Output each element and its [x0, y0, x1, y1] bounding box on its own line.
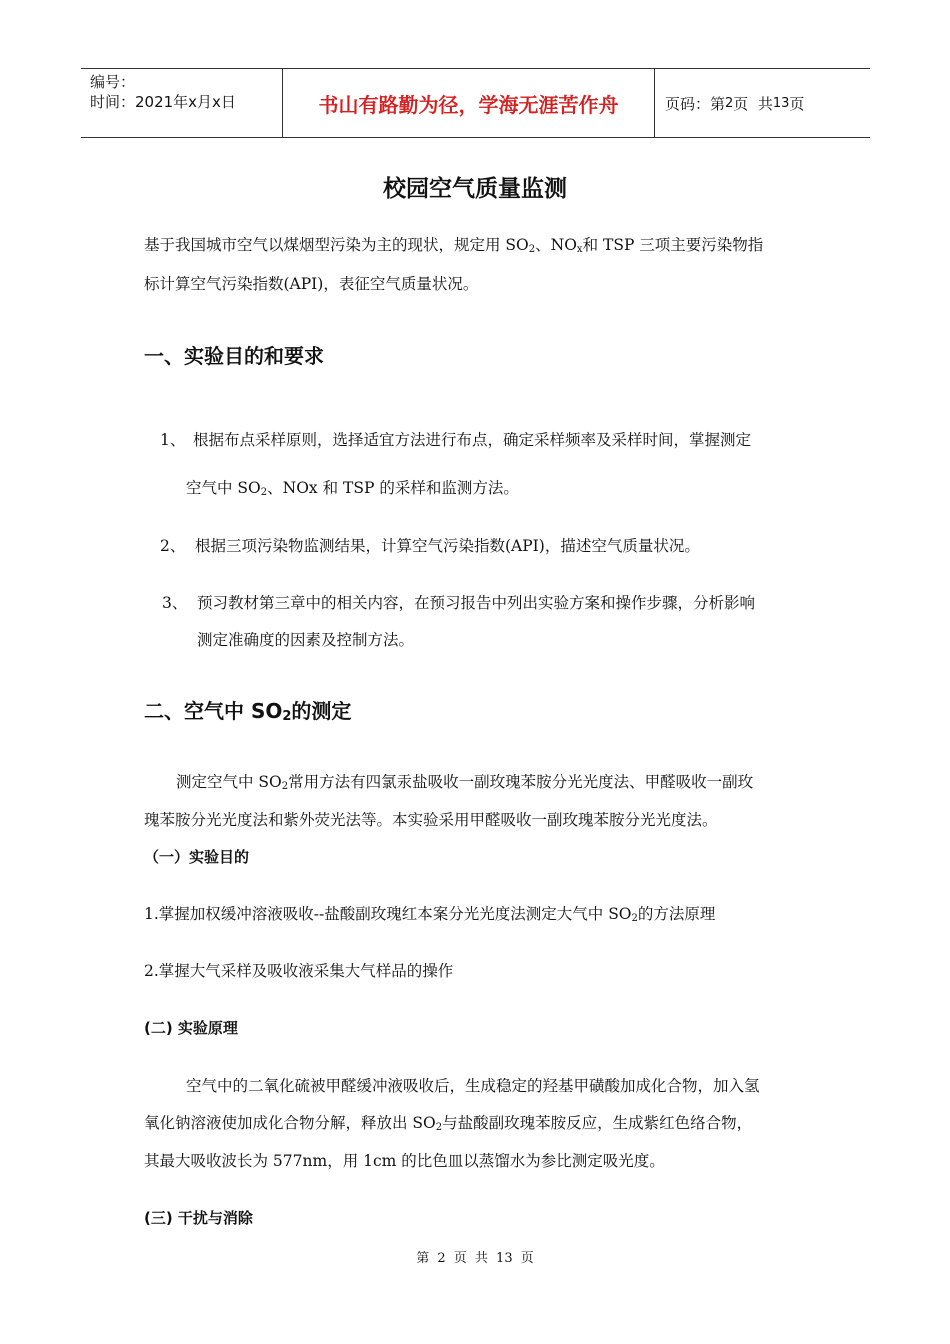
s2-heading-text-b: 的测定: [291, 699, 352, 723]
s2-sub-2-text-b: 与盐酸副玫瑰苯胺反应，生成紫红色络合物，: [442, 1114, 753, 1132]
s2-sub-2-heading: (二) 实验原理: [144, 1019, 238, 1037]
s2-para-1-subscript: 2: [281, 781, 289, 792]
header-date-label: 时间：2021年x月x日: [90, 93, 236, 111]
section-2-heading: [144, 695, 351, 724]
s1-item-3-number: 3、: [162, 594, 188, 612]
s1-item-2-number: 2、: [160, 537, 186, 555]
s1-item-2-line-1: 根据三项污染物监测结果，计算空气污染指数(API)，描述空气质量状况。: [195, 537, 700, 555]
intro-text-a: 基于我国城市空气以煤烟型污染为主的现状，规定用 SO: [144, 236, 529, 254]
s2-heading-subscript: 2: [282, 709, 292, 724]
s2-sub-1-item-1-text-a: 1.掌握加权缓冲溶液吸收--盐酸副玫瑰红本案分光光度法测定大气中 SO: [144, 905, 632, 923]
header-page-suffix: 页: [789, 94, 805, 113]
s1-item-1-text-a: 空气中 SO: [186, 479, 261, 497]
s2-para-1-line-1: [176, 770, 753, 792]
intro-subscript-1: 2: [528, 244, 536, 255]
header-info-cell: [81, 69, 282, 137]
header-page-mid: 页 共: [733, 94, 773, 113]
header-page-prefix: 页码：第: [665, 94, 726, 113]
s1-item-1-line-2: [186, 476, 519, 498]
header-page-counter: [655, 69, 870, 137]
s2-para-1-text-a: 测定空气中 SO: [176, 773, 282, 791]
intro-text-b: 、NO: [535, 236, 577, 254]
s2-para-1-text-b: 常用方法有四氯汞盐吸收一副玫瑰苯胺分光光度法、甲醛吸收一副玫: [288, 773, 754, 791]
s2-sub-1-heading: （一）实验目的: [144, 848, 250, 866]
s2-para-1-line-2: 瑰苯胺分光光度法和紫外荧光法等。本实验采用甲醛吸收一副玫瑰苯胺分光光度法。: [144, 811, 718, 829]
header-motto: 书山有路勤为径，学海无涯苦作舟: [282, 69, 655, 137]
page-footer: 第 2 页 共 13 页: [416, 1251, 534, 1266]
s2-heading-text-a: 二、空气中 SO: [144, 699, 283, 723]
s2-sub-1-item-1-subscript: 2: [631, 913, 638, 924]
s1-item-1-line-1: 根据布点采样原则，选择适宜方法进行布点，确定采样频率及采样时间，掌握测定: [193, 431, 752, 449]
s1-item-3-line-2: 测定准确度的因素及控制方法。: [197, 631, 415, 649]
s2-sub-2-line-2: [144, 1111, 752, 1133]
intro-line-2: 标计算空气污染指数(API)，表征空气质量状况。: [144, 275, 479, 293]
header-page-total: 13: [772, 95, 790, 111]
section-1-heading: 一、实验目的和要求: [144, 344, 324, 368]
s2-sub-2-subscript: 2: [435, 1122, 443, 1133]
page-header: [81, 68, 870, 138]
s2-sub-1-item-2: 2.掌握大气采样及吸收液采集大气样品的操作: [144, 962, 454, 980]
s2-sub-2-line-1: 空气中的二氧化硫被甲醛缓冲液吸收后，生成稳定的羟基甲磺酸加成化合物，加入氢: [186, 1077, 760, 1095]
s2-sub-2-line-3: 其最大吸收波长为 577nm，用 1cm 的比色皿以蒸馏水为参比测定吸光度。: [144, 1152, 665, 1170]
s2-sub-1-item-1: [144, 902, 715, 924]
s1-item-1-number: 1、: [160, 431, 186, 449]
s1-item-1-text-b: 、NOx 和 TSP 的采样和监测方法。: [267, 479, 519, 497]
s2-sub-2-text-a: 氧化钠溶液使加成化合物分解，释放出 SO: [144, 1114, 436, 1132]
s1-item-3-line-1: 预习教材第三章中的相关内容，在预习报告中列出实验方案和操作步骤，分析影响: [197, 594, 756, 612]
s2-sub-3-heading: (三) 干扰与消除: [144, 1209, 253, 1227]
s1-item-1-subscript: 2: [260, 487, 268, 498]
header-page-current: 2: [725, 95, 734, 111]
header-number-label: 编号：: [90, 73, 136, 91]
intro-line-1: [144, 233, 763, 255]
intro-subscript-2: x: [576, 244, 583, 255]
document-title: 校园空气质量监测: [383, 176, 567, 202]
s2-sub-1-item-1-text-b: 的方法原理: [637, 905, 716, 923]
intro-text-c: 和 TSP 三项主要污染物指: [582, 236, 764, 254]
